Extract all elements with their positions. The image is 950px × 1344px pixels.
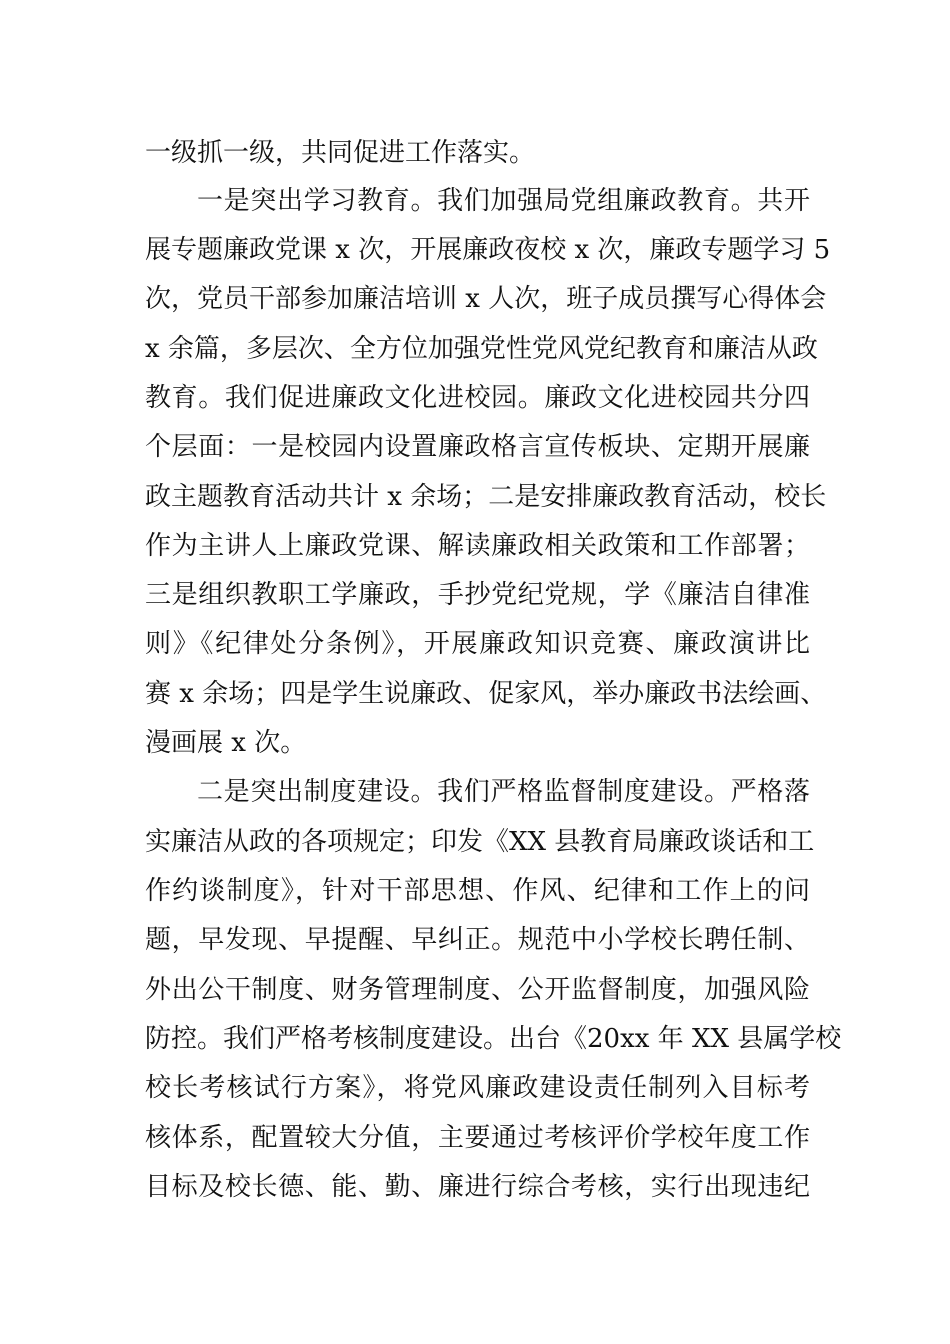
text-line: 防控。我们严格考核制度建设。出台《20xx 年 XX 县属学校 [145,1024,842,1054]
text-line: x 余篇，多层次、全方位加强党性党风党纪教育和廉洁从政 [145,334,818,364]
text-line: 三是组织教职工学廉政，手抄党纪党规，学《廉洁自律准 [145,580,810,610]
text-line: 作为主讲人上廉政党课、解读廉政相关政策和工作部署； [145,531,810,561]
text-line: 作约谈制度》，针对干部思想、作风、纪律和工作上的问 [145,876,810,906]
text-line: 赛 x 余场；四是学生说廉政、促家风，举办廉政书法绘画、 [145,679,827,709]
text-line: 实廉洁从政的各项规定；印发《XX 县教育局廉政谈话和工 [145,827,815,857]
text-line: 政主题教育活动共计 x 余场；二是安排廉政教育活动，校长 [145,482,827,512]
text-line: 教育。我们促进廉政文化进校园。廉政文化进校园共分四 [145,383,810,413]
text-line: 则》《纪律处分条例》，开展廉政知识竞赛、廉政演讲比 [145,629,810,659]
paragraph-first-line: 二是突出制度建设。我们严格监督制度建设。严格落 [197,777,810,807]
text-line: 外出公干制度、财务管理制度、公开监督制度，加强风险 [145,975,810,1005]
text-line: 漫画展 x 次。 [145,728,307,758]
text-line: 次，党员干部参加廉洁培训 x 人次，班子成员撰写心得体会 [145,284,827,314]
text-line: 题，早发现、早提醒、早纠正。规范中小学校长聘任制、 [145,925,810,955]
text-line: 一级抓一级，共同促进工作落实。 [145,138,536,168]
text-line: 展专题廉政党课 x 次，开展廉政夜校 x 次，廉政专题学习 5 [145,235,831,265]
text-line: 目标及校长德、能、勤、廉进行综合考核，实行出现违纪 [145,1172,810,1202]
text-line: 核体系，配置较大分值，主要通过考核评价学校年度工作 [145,1123,810,1153]
text-line: 校长考核试行方案》，将党风廉政建设责任制列入目标考 [145,1073,810,1103]
paragraph-first-line: 一是突出学习教育。我们加强局党组廉政教育。共开 [197,186,810,216]
text-line: 个层面：一是校园内设置廉政格言宣传板块、定期开展廉 [145,432,810,462]
